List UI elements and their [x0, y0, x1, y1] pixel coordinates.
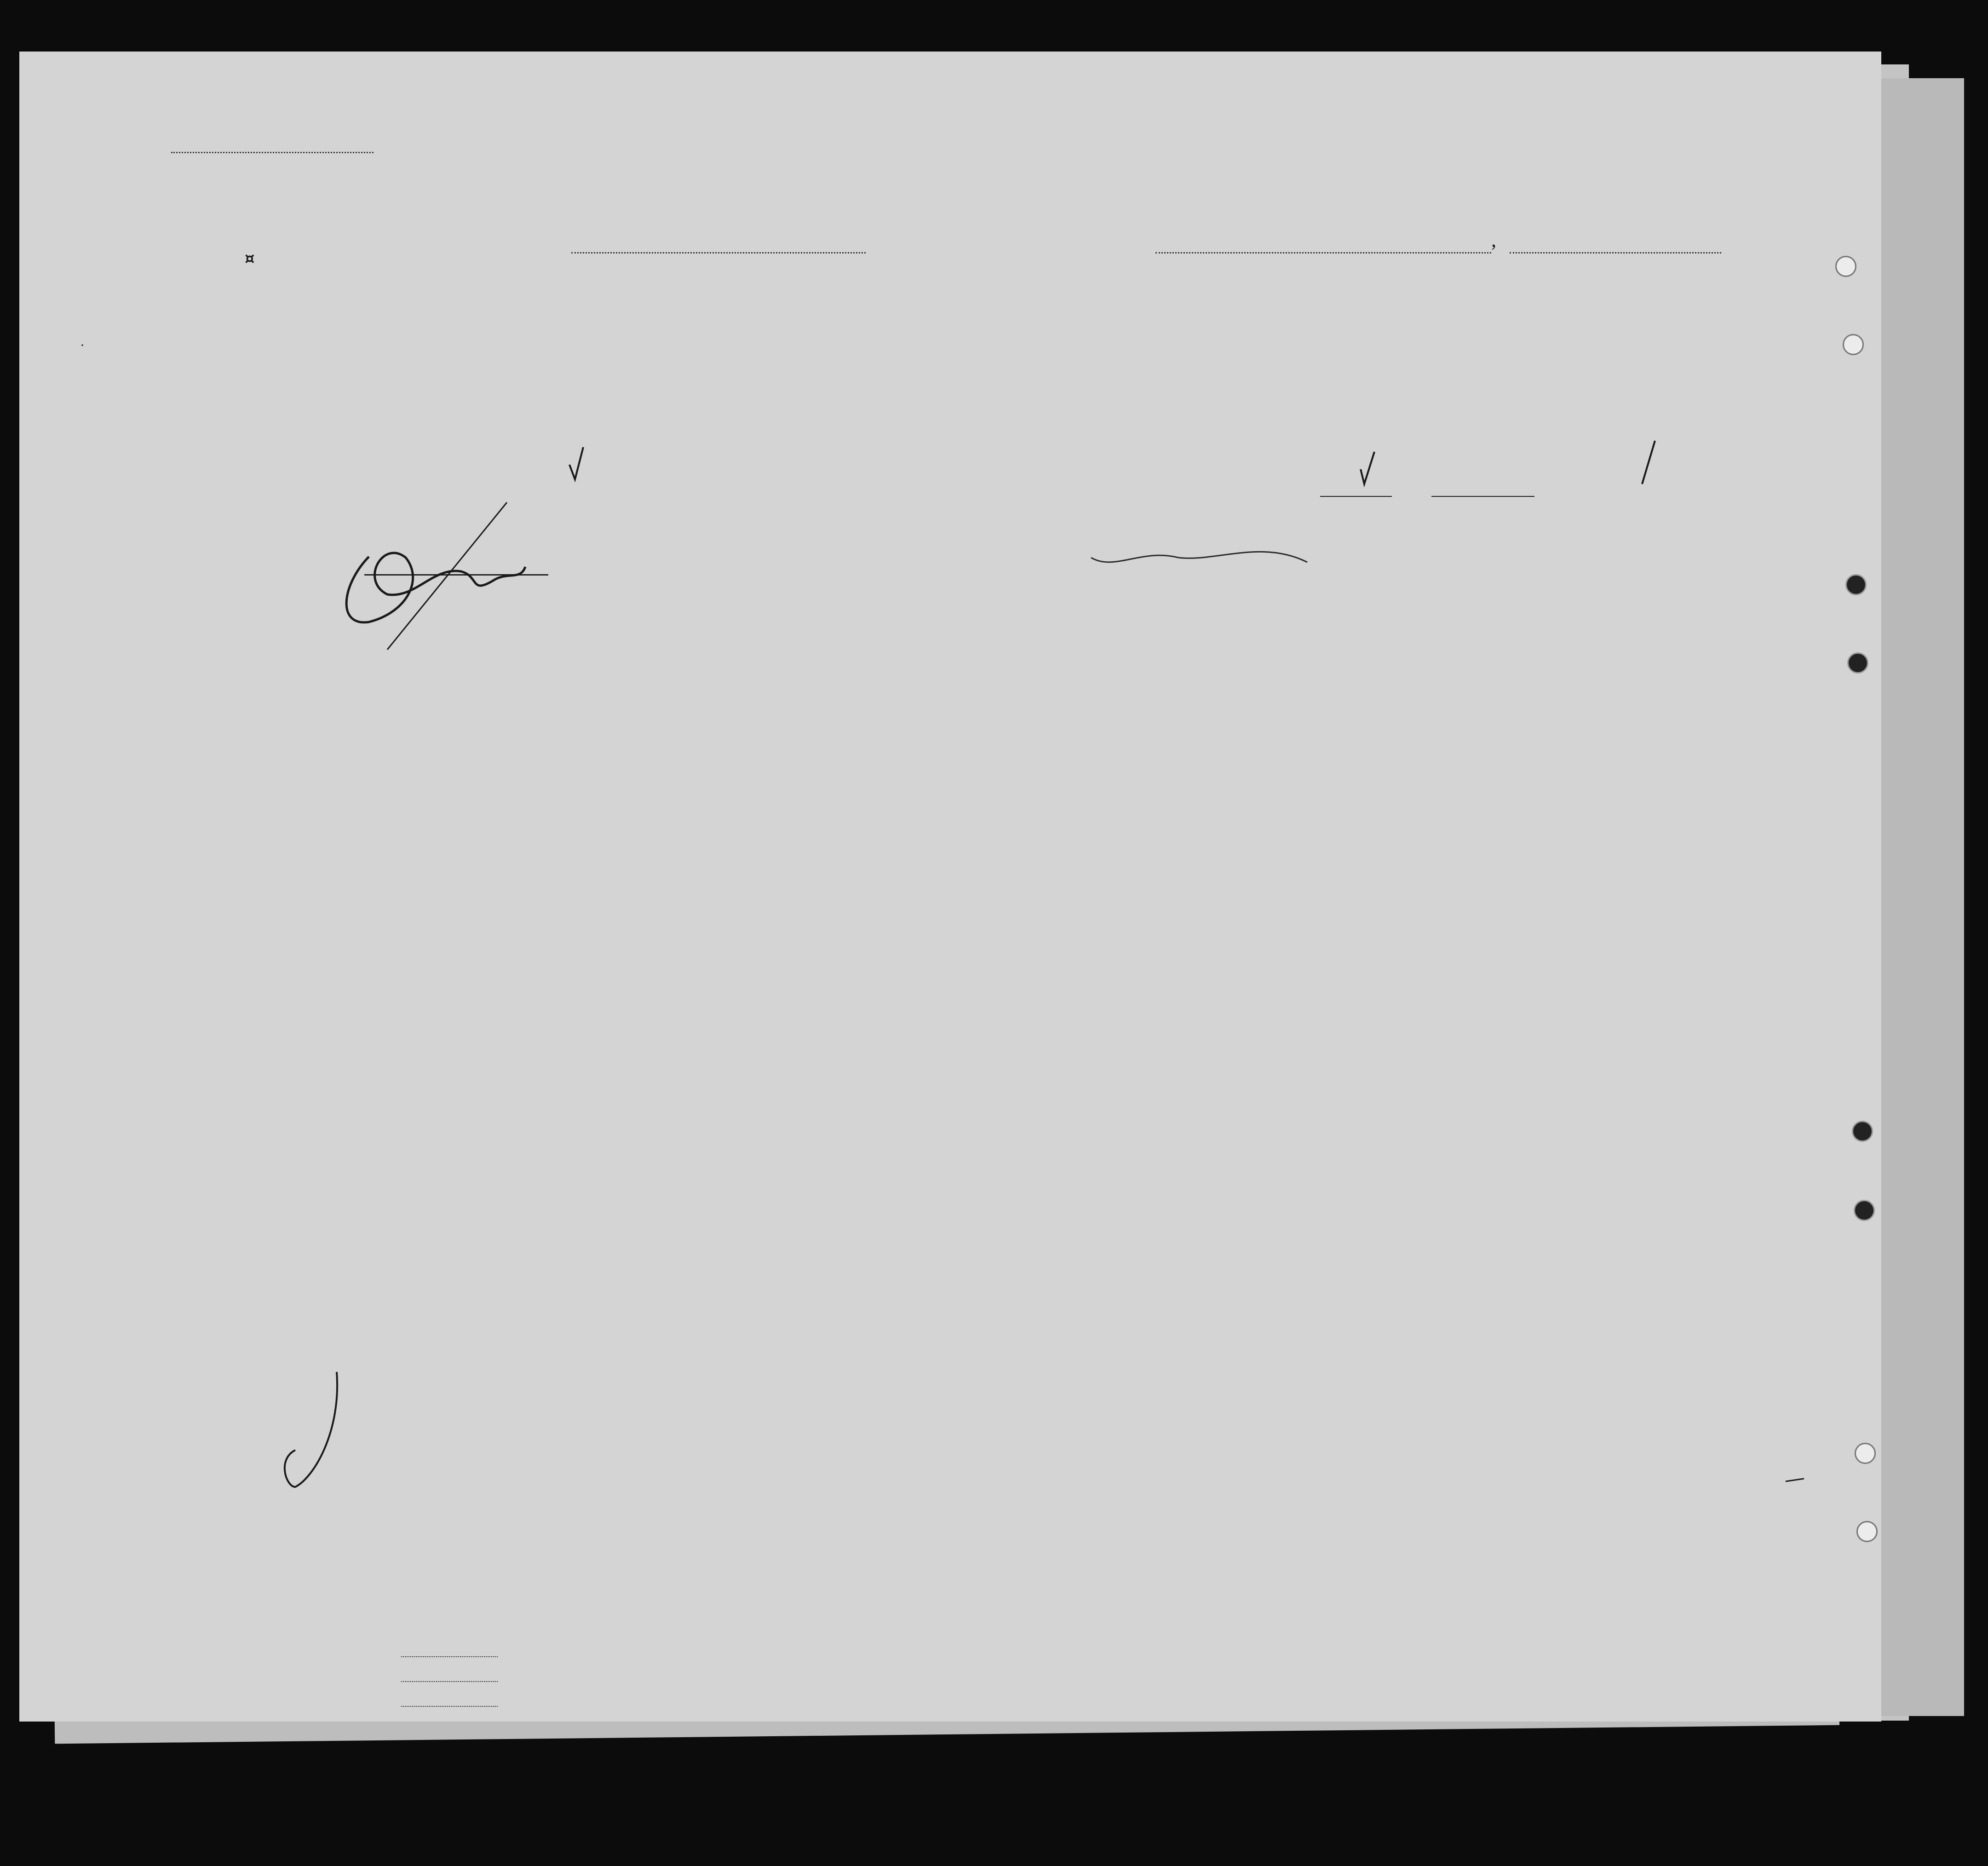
manifest-sheet	[19, 52, 1881, 1722]
punch-hole	[1855, 1443, 1876, 1464]
tick-mark	[1786, 1479, 1804, 1481]
total-passengers-line	[401, 1656, 498, 1657]
punch-hole	[1852, 1121, 1873, 1142]
us-citizens-line	[401, 1681, 498, 1682]
punch-hole	[1856, 1521, 1878, 1542]
punch-hole	[1847, 652, 1868, 674]
punch-hole	[1843, 334, 1864, 355]
number-40-circle	[285, 1372, 337, 1487]
aliens-line	[401, 1706, 498, 1707]
punch-hole	[1835, 256, 1856, 277]
header-bullet: ·	[80, 338, 85, 353]
signature-stroke	[387, 502, 507, 650]
punch-hole	[1854, 1200, 1875, 1221]
visa-check-mark	[1361, 452, 1374, 484]
age-check-mark	[569, 447, 583, 479]
official-initials	[1091, 552, 1307, 562]
comma: ,	[1491, 229, 1496, 251]
punch-hole	[1845, 574, 1867, 595]
margin-mark: ¤	[245, 249, 255, 268]
purser-signature	[346, 553, 525, 622]
handwriting-layer	[19, 52, 1881, 1722]
residence-slash-mark	[1642, 441, 1655, 484]
